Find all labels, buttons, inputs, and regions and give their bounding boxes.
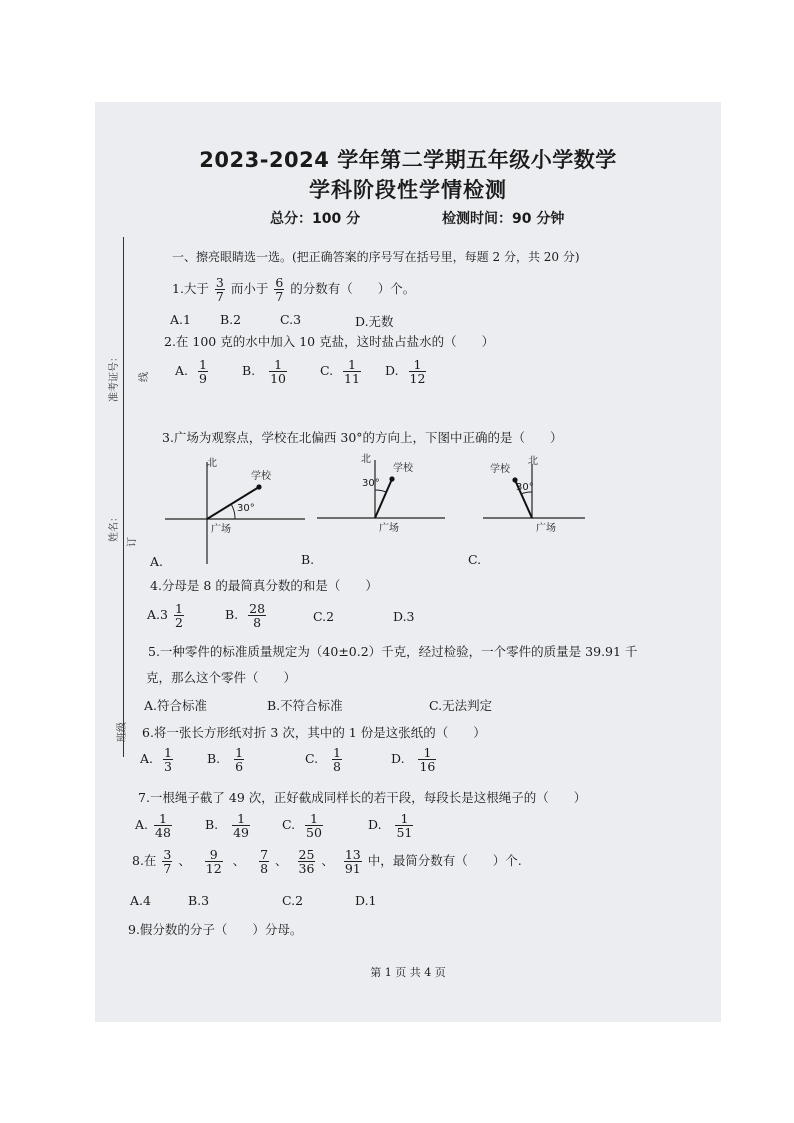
- diagram-b-angle: 30°: [362, 478, 380, 489]
- q4-option-a: A.3 $\frac{1}{2}$: [147, 601, 183, 631]
- q3-option-a: A.: [150, 554, 164, 569]
- q6-option-b: B. $\frac{1}{6}$: [207, 745, 244, 775]
- question-3: 3.广场为观察点，学校在北偏西 30°的方向上，下图中正确的是（ ）: [162, 430, 563, 445]
- q3-option-b: B.: [301, 552, 315, 567]
- diagram-c-north: 北: [528, 456, 538, 467]
- diagram-a: [165, 457, 305, 564]
- q5-option-c: C.无法判定: [429, 698, 493, 713]
- diagram-c: [483, 455, 585, 534]
- diagram-b: [317, 453, 445, 534]
- q5-option-b: B.不符合标准: [267, 698, 343, 713]
- q1-prefix: 1.大于: [172, 281, 209, 297]
- q4-option-d: D.3: [393, 609, 415, 624]
- page-number: 第 1 页 共 4 页: [370, 966, 446, 979]
- diagram-c-school: 学校: [490, 464, 510, 475]
- q8-option-c: C.2: [282, 893, 304, 908]
- q2-option-d: D. $\frac{1}{12}$: [385, 357, 426, 387]
- question-8: 8.在 $\frac{3}{7}$ 、 $\frac{9}{12}$ 、 $\frac{7}{8}$ 、 $\frac{25}{36}$ 、 $\frac{13}{91}$ 中，最简分数有（ ）个.: [132, 847, 522, 877]
- total-score: 总分：100 分: [270, 211, 361, 227]
- q8-option-d: D.1: [355, 893, 377, 908]
- exam-title: 2023-2024 学年第二学期五年级小学数学: [199, 148, 617, 172]
- diagram-a-north: 北: [207, 458, 217, 469]
- question-2: 2.在 100 克的水中加入 10 克盐，这时盐占盐水的（ ）: [164, 334, 495, 349]
- q1-suffix: 的分数有（ ）个。: [290, 281, 416, 297]
- exam-subtitle: 学科阶段性学情检测: [309, 178, 507, 202]
- q6-option-d: D. $\frac{1}{16}$: [391, 745, 436, 775]
- diagram-c-plaza: 广场: [536, 523, 556, 534]
- q1-option-d: D.无数: [355, 314, 394, 329]
- q1-option-c: C.3: [280, 312, 302, 327]
- name-label: 姓名：: [109, 512, 120, 542]
- q1-fraction-1: $\frac{3}{7}$: [215, 275, 224, 305]
- diagram-a-plaza: 广场: [211, 524, 231, 535]
- diagram-c-angle: 30°: [516, 482, 534, 493]
- diagram-a-school: 学校: [251, 471, 271, 482]
- question-5-line2: 克，那么这个零件（ ）: [146, 670, 297, 685]
- q3-option-c: C.: [468, 552, 482, 567]
- class-label: 班级: [117, 722, 128, 742]
- question-7: 7.一根绳子截了 49 次，正好截成同样长的若干段，每段长是这根绳子的（ ）: [138, 790, 587, 805]
- bind-mark: 订: [127, 537, 138, 547]
- q7-option-a: A. $\frac{1}{48}$: [135, 811, 171, 841]
- q8-option-b: B.3: [188, 893, 210, 908]
- question-5-line1: 5.一种零件的标准质量规定为（40±0.2）千克，经过检验，一个零件的质量是 39.91 千: [148, 644, 638, 659]
- exam-number-label: 准考证号：: [109, 352, 120, 402]
- q3-diagrams: [155, 452, 695, 572]
- diagram-b-plaza: 广场: [379, 523, 399, 534]
- q1-option-a: A.1: [170, 312, 191, 327]
- binding-line: [123, 237, 124, 757]
- q2-option-b: B. $\frac{1}{10}$: [242, 357, 286, 387]
- exam-paper: [95, 102, 721, 1022]
- q4-option-b: B. $\frac{28}{8}$: [225, 601, 266, 631]
- exam-time: 检测时间：90 分钟: [442, 211, 565, 227]
- q2-option-a: A. $\frac{1}{9}$: [175, 357, 207, 387]
- q8-fraction-3: $\frac{7}{8}$: [260, 847, 269, 877]
- line-mark: 线: [139, 372, 150, 382]
- q8-fraction-1: $\frac{3}{7}$: [163, 847, 172, 877]
- q8-option-a: A.4: [130, 893, 151, 908]
- q1-fraction-2: $\frac{6}{7}$: [275, 275, 284, 305]
- question-1: [172, 276, 415, 303]
- q5-option-a: A.符合标准: [144, 698, 208, 713]
- question-4: 4.分母是 8 的最简真分数的和是（ ）: [150, 578, 378, 593]
- question-9: 9.假分数的分子（ ）分母。: [128, 922, 303, 937]
- diagram-b-north: 北: [361, 454, 371, 465]
- q1-option-b: B.2: [220, 312, 242, 327]
- question-6: 6.将一张长方形纸对折 3 次，其中的 1 份是这张纸的（ ）: [142, 725, 486, 740]
- diagram-b-school: 学校: [393, 463, 413, 474]
- q7-option-b: B. $\frac{1}{49}$: [205, 811, 249, 841]
- q1-mid: 而小于: [230, 281, 269, 297]
- q2-option-c: C. $\frac{1}{11}$: [320, 357, 360, 387]
- section-heading: 一、擦亮眼睛选一选。(把正确答案的序号写在括号里，每题 2 分，共 20 分): [172, 250, 580, 264]
- q6-option-c: C. $\frac{1}{8}$: [305, 745, 341, 775]
- diagram-a-angle: 30°: [237, 503, 255, 514]
- q8-fraction-4: $\frac{25}{36}$: [298, 847, 315, 877]
- q8-fraction-5: $\frac{13}{91}$: [344, 847, 361, 877]
- q8-fraction-2: $\frac{9}{12}$: [205, 847, 222, 877]
- q6-option-a: A. $\frac{1}{3}$: [140, 745, 172, 775]
- q7-option-c: C. $\frac{1}{50}$: [282, 811, 322, 841]
- q7-option-d: D. $\frac{1}{51}$: [368, 811, 413, 841]
- q4-option-c: C.2: [313, 609, 335, 624]
